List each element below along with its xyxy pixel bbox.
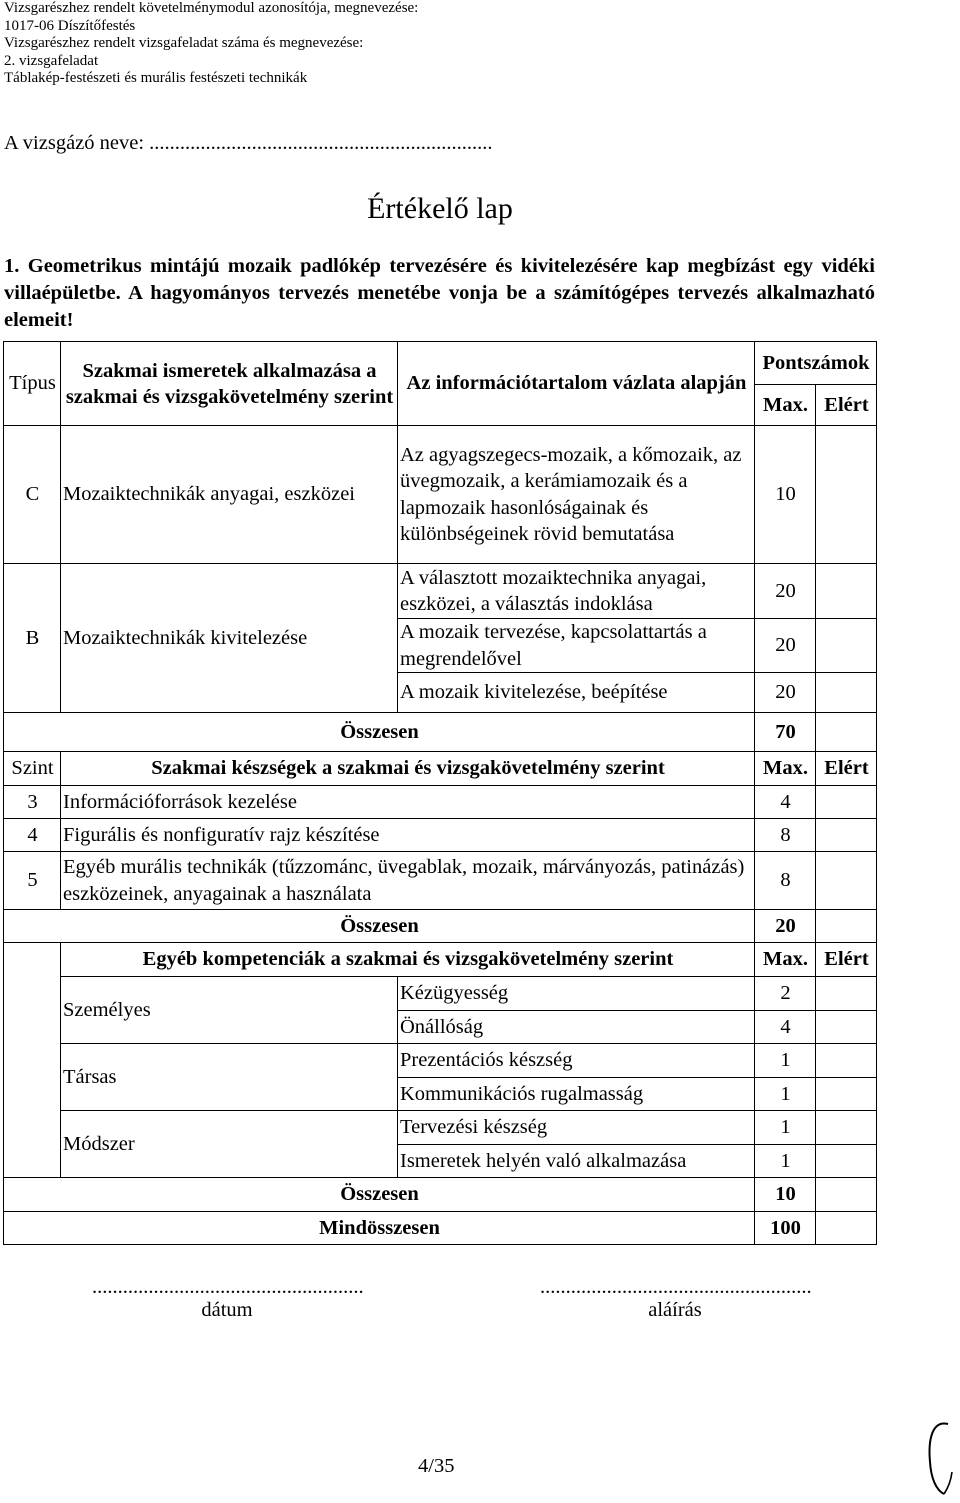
knowledge-elert[interactable] — [816, 426, 877, 564]
skill-max: 8 — [755, 852, 816, 910]
document-header — [4, 0, 418, 88]
competency-max: 1 — [755, 1145, 816, 1178]
subtotal-elert[interactable] — [816, 1178, 877, 1212]
signature-dots[interactable]: ..................................................... — [540, 1276, 812, 1298]
header-info: Az információtartalom vázlata alapján — [398, 342, 755, 426]
total-elert[interactable] — [816, 1212, 877, 1245]
signature-label: aláírás — [648, 1299, 702, 1321]
skill-max: 4 — [755, 786, 816, 819]
subtotal-label: Összesen — [4, 910, 755, 943]
subtotal-max: 20 — [755, 910, 816, 943]
subtotal-elert[interactable] — [816, 713, 877, 752]
skill-level: 4 — [4, 819, 61, 852]
header-line: Vizsgarészhez rendelt vizsgafeladat száma és megnevezése: — [4, 35, 364, 52]
header-max: Max. — [755, 385, 816, 426]
header-max: Max. — [755, 943, 816, 977]
header-line: 1017-06 Díszítőfestés — [4, 17, 136, 34]
knowledge-type: C — [4, 426, 61, 564]
task-description: 1. Geometrikus mintájú mozaik padlókép tervezésére és kivitelezésére kap megbízást egy vidéki villaépületbe. A hagyományos tervezés menetébe vonja be a számítógépes tervezés alkalmazható elemeit! — [4, 255, 875, 331]
header-szint: Szint — [4, 752, 61, 786]
competency-elert[interactable] — [816, 1078, 877, 1111]
date-dots[interactable]: ..................................................... — [92, 1276, 364, 1298]
skill-level: 5 — [4, 852, 61, 910]
subtotal-max: 70 — [755, 713, 816, 752]
skill-name: Egyéb murális technikák (tűzzománc, üvegablak, mozaik, márványozás, patinázás) eszközeinek, anyagainak a használata — [61, 852, 755, 910]
subtotal-label: Összesen — [4, 713, 755, 752]
competency-elert[interactable] — [816, 1145, 877, 1178]
knowledge-info: A választott mozaiktechnika anyagai, eszközei, a választás indoklása — [398, 564, 755, 619]
empty-cell — [4, 943, 61, 977]
header-elert: Elért — [816, 943, 877, 977]
competency-max: 1 — [755, 1111, 816, 1145]
knowledge-max: 20 — [755, 564, 816, 619]
empty-cell — [4, 1044, 61, 1111]
empty-cell — [4, 977, 61, 1044]
subtotal-max: 10 — [755, 1178, 816, 1212]
candidate-name-field[interactable]: A vizsgázó neve: ................................................................... — [4, 132, 493, 154]
header-skills: Szakmai készségek a szakmai és vizsgakövetelmény szerint — [61, 752, 755, 786]
date-label: dátum — [201, 1299, 253, 1321]
competency-group: Módszer — [61, 1111, 398, 1178]
header-other: Egyéb kompetenciák a szakmai és vizsgakövetelmény szerint — [61, 943, 755, 977]
competency-max: 4 — [755, 1011, 816, 1044]
total-label: Mindösszesen — [4, 1212, 755, 1245]
skill-elert[interactable] — [816, 852, 877, 910]
header-max: Max. — [755, 752, 816, 786]
competency-elert[interactable] — [816, 1044, 877, 1078]
competency-item: Tervezési készség — [398, 1111, 755, 1145]
subtotal-elert[interactable] — [816, 910, 877, 943]
competency-item: Kézügyesség — [398, 977, 755, 1011]
header-elert: Elért — [816, 385, 877, 426]
header-line: 2. vizsgafeladat — [4, 52, 99, 69]
competency-max: 1 — [755, 1078, 816, 1111]
knowledge-elert[interactable] — [816, 673, 877, 713]
subtotal-label: Összesen — [4, 1178, 755, 1212]
skill-elert[interactable] — [816, 786, 877, 819]
handwritten-mark-icon — [918, 1418, 958, 1498]
competency-group: Személyes — [61, 977, 398, 1044]
empty-cell — [4, 1111, 61, 1178]
competency-group: Társas — [61, 1044, 398, 1111]
knowledge-name: Mozaiktechnikák anyagai, eszközei — [61, 426, 398, 564]
header-points: Pontszámok — [755, 342, 877, 385]
skill-elert[interactable] — [816, 819, 877, 852]
competency-item: Önállóság — [398, 1011, 755, 1044]
knowledge-info: Az agyagszegecs-mozaik, a kőmozaik, az üvegmozaik, a kerámiamozaik és a lapmozaik hasonlóságainak és különbségeinek rövid bemutatása — [398, 426, 755, 564]
competency-item: Ismeretek helyén való alkalmazása — [398, 1145, 755, 1178]
knowledge-max: 20 — [755, 619, 816, 673]
header-elert: Elért — [816, 752, 877, 786]
knowledge-max: 10 — [755, 426, 816, 564]
knowledge-elert[interactable] — [816, 619, 877, 673]
header-tipus: Típus — [4, 342, 61, 426]
competency-elert[interactable] — [816, 1011, 877, 1044]
competency-max: 1 — [755, 1044, 816, 1078]
competency-max: 2 — [755, 977, 816, 1011]
knowledge-elert[interactable] — [816, 564, 877, 619]
evaluation-table — [3, 341, 877, 1245]
knowledge-max: 20 — [755, 673, 816, 713]
page-number: 4/35 — [418, 1455, 455, 1477]
competency-elert[interactable] — [816, 977, 877, 1011]
knowledge-info: A mozaik kivitelezése, beépítése — [398, 673, 755, 713]
skill-max: 8 — [755, 819, 816, 852]
date-signature-block — [92, 1276, 362, 1322]
skill-name: Figurális és nonfiguratív rajz készítése — [61, 819, 755, 852]
knowledge-type: B — [4, 564, 61, 713]
header-line: Vizsgarészhez rendelt követelménymodul azonosítója, megnevezése: — [4, 0, 419, 16]
header-knowledge: Szakmai ismeretek alkalmazása a szakmai és vizsgakövetelmény szerint — [61, 342, 398, 426]
competency-item: Kommunikációs rugalmasság — [398, 1078, 755, 1111]
knowledge-info: A mozaik tervezése, kapcsolattartás a megrendelővel — [398, 619, 755, 673]
competency-item: Prezentációs készség — [398, 1044, 755, 1078]
competency-elert[interactable] — [816, 1111, 877, 1145]
total-max: 100 — [755, 1212, 816, 1245]
signature-block — [540, 1276, 810, 1322]
skill-name: Információforrások kezelése — [61, 786, 755, 819]
knowledge-name: Mozaiktechnikák kivitelezése — [61, 564, 398, 713]
header-line: Táblakép-festészeti és murális festészeti technikák — [4, 70, 308, 87]
skill-level: 3 — [4, 786, 61, 819]
page-title: Értékelő lap — [367, 192, 513, 225]
